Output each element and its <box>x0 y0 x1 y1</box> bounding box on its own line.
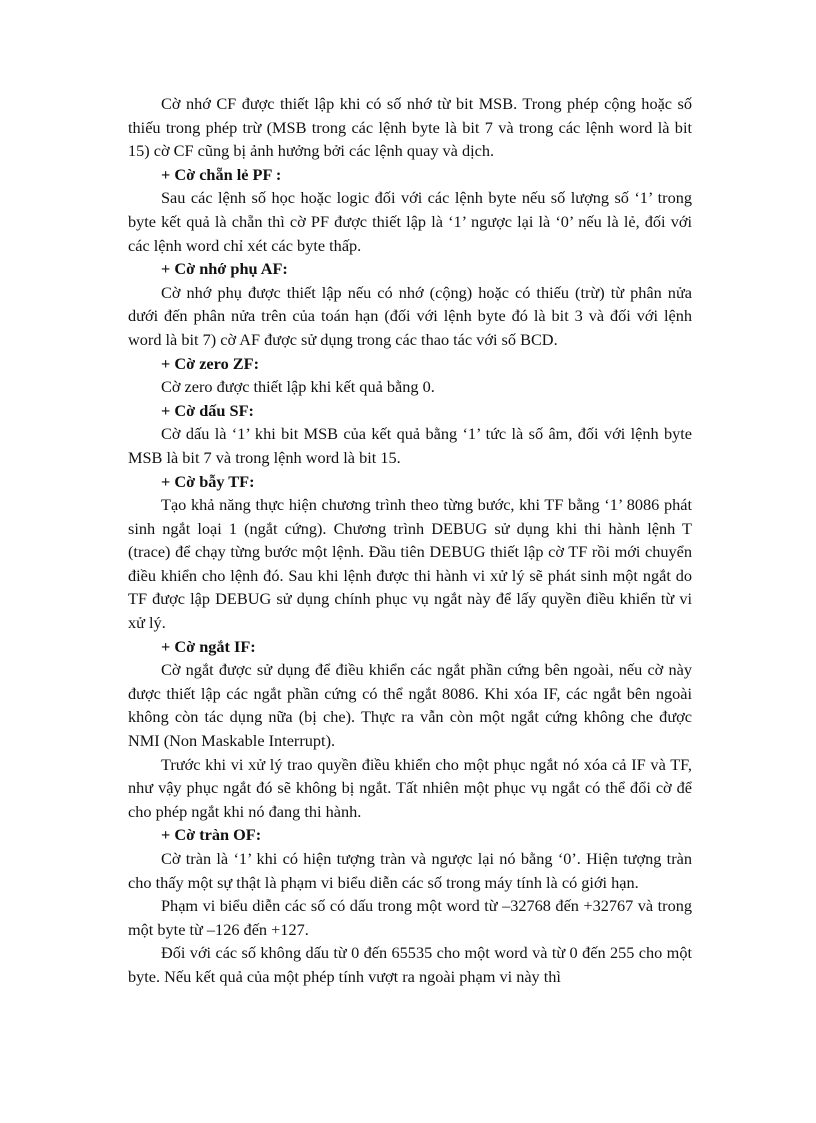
paragraph-pf: Sau các lệnh số học hoặc logic đối với các lệnh byte nếu số lượng số ‘1’ trong byte kết quả là chẵn thì cờ PF được thiết lập là ‘1’ ngược lại là ‘0’ nếu là lẻ, đối với các lệnh word chỉ xét các byte thấp. <box>128 188 692 255</box>
heading-af: + Cờ nhớ phụ AF: <box>161 259 288 279</box>
paragraph-of: Cờ tràn là ‘1’ khi có hiện tượng tràn và ngược lại nó bằng ‘0’. Hiện tượng tràn cho thấy một sự thật là phạm vi biểu diễn các số trong máy tính là có giới hạn. <box>128 849 692 892</box>
paragraph-unsigned-range: Đối với các số không dấu từ 0 đến 65535 cho một word và từ 0 đến 255 cho một byte. Nếu kết quả của một phép tính vượt ra ngoài phạm vi này thì <box>128 943 692 986</box>
paragraph-zf: Cờ zero được thiết lập khi kết quả bằng 0. <box>161 377 435 397</box>
paragraph-if: Cờ ngắt được sử dụng để điều khiển các ngắt phần cứng bên ngoài, nếu cờ này được thiết lập các ngắt phần cứng có thể ngắt 8086. Khi xóa IF, các ngắt bên ngoài không còn tác dụng nữa (bị che). Thực ra vẫn còn một ngắt cứng không che được NMI (Non Maskable Interrupt). <box>128 660 692 751</box>
document-page <box>128 92 692 989</box>
heading-sf: + Cờ dấu SF: <box>161 400 254 420</box>
heading-pf: + Cờ chẵn lẻ PF : <box>161 164 282 184</box>
heading-if: + Cờ ngắt IF: <box>161 636 256 656</box>
paragraph-if-note: Trước khi vi xử lý trao quyền điều khiển cho một phục ngắt nó xóa cả IF và TF, như vậy phục ngắt đó sẽ không bị ngắt. Tất nhiên một phục vụ ngắt có thể đổi cờ để cho phép ngắt khi nó đang thi hành. <box>128 754 692 821</box>
paragraph-sf: Cờ dấu là ‘1’ khi bit MSB của kết quả bằng ‘1’ tức là số âm, đối với lệnh byte MSB là bit 7 và trong lệnh word là bit 15. <box>128 424 692 467</box>
paragraph-signed-range: Phạm vi biểu diễn các số có dấu trong một word từ –32768 đến +32767 và trong một byte từ –126 đến +127. <box>128 896 692 939</box>
paragraph-cf-intro: Cờ nhớ CF được thiết lập khi có số nhớ từ bit MSB. Trong phép cộng hoặc số thiếu trong phép trừ (MSB trong các lệnh byte là bit 7 và trong các lệnh word là bit 15) cờ CF cũng bị ảnh hưởng bởi các lệnh quay và dịch. <box>128 94 692 161</box>
paragraph-af: Cờ nhớ phụ được thiết lập nếu có nhớ (cộng) hoặc có thiếu (trừ) từ phân nửa dưới đến phân nửa trên của toán hạn (đối với lệnh byte đó là bit 3 và đối với lệnh word là bit 7) cờ AF được sử dụng trong các thao tác với số BCD. <box>128 282 692 349</box>
heading-of: + Cờ tràn OF: <box>161 825 262 845</box>
heading-zf: + Cờ zero ZF: <box>161 353 260 373</box>
heading-tf: + Cờ bẫy TF: <box>161 471 255 491</box>
paragraph-tf: Tạo khả năng thực hiện chương trình theo từng bước, khi TF bằng ‘1’ 8086 phát sinh ngắt loại 1 (ngắt cứng). Chương trình DEBUG sử dụng khi thi hành lệnh T (trace) để chạy từng bước một lệnh. Đầu tiên DEBUG thiết lập cờ TF rồi mới chuyển điều khiển cho lệnh đó. Sau khi lệnh được thi hành vi xử lý sẽ phát sinh một ngắt do TF được lập DEBUG sử dụng chính phục vụ ngắt này để lấy quyền điều khiển từ vi xử lý. <box>128 495 692 633</box>
